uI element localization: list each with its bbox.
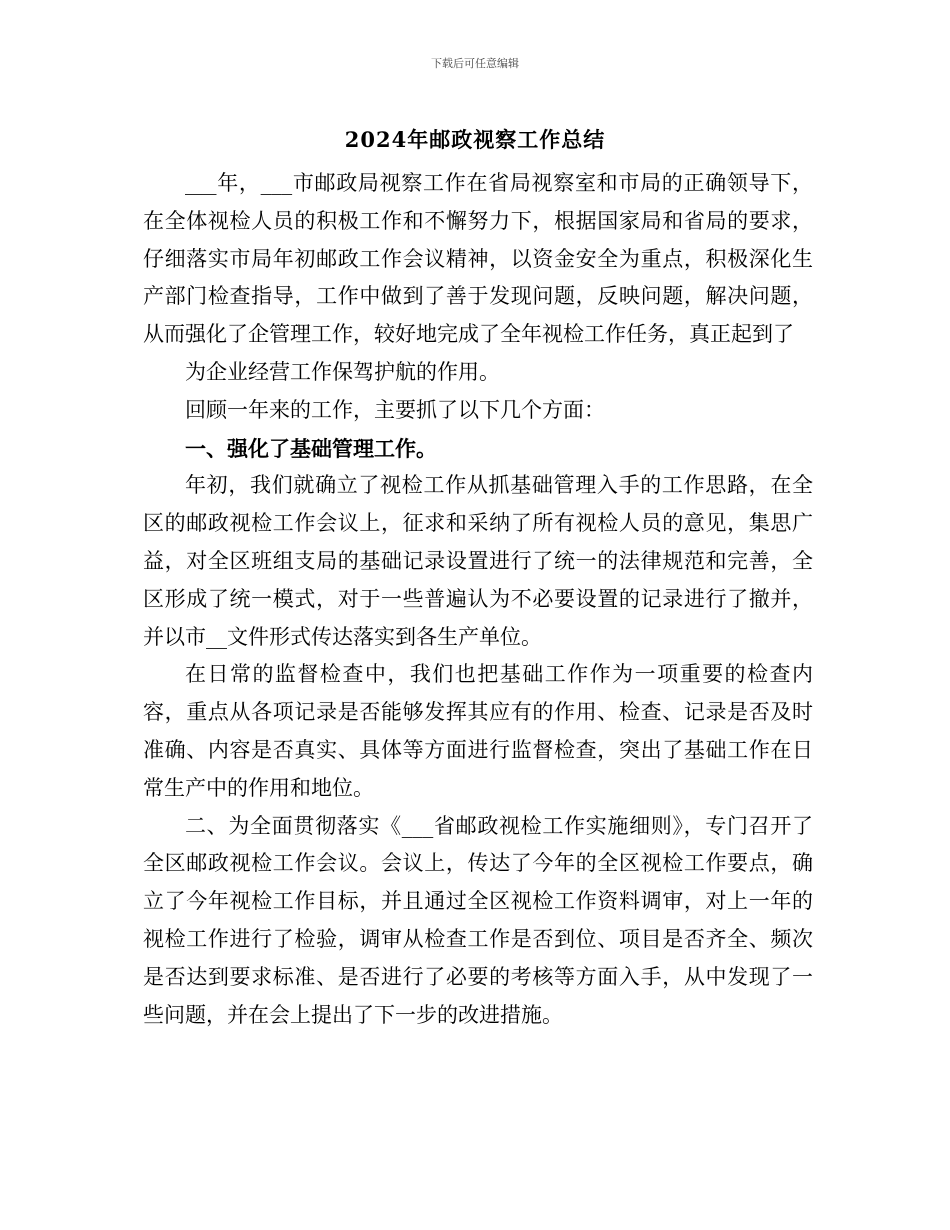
header-note: 下载后可任意编辑 [431, 57, 519, 70]
document-body [143, 165, 813, 1034]
paragraph-intro: ___年，___市邮政局视察工作在省局视察室和市局的正确领导下，在全体视检人员的积极工作和不懈努力下，根据国家局和省局的要求，仔细落实市局年初邮政工作会议精神，以资金安全为重点，积极深化生产部门检查指导，工作中做到了善于发现问题，反映问题，解决问题，从而强化了企管理工作，较好地完成了全年视检工作任务，真正起到了 [143, 171, 813, 347]
paragraph-section-1-body: 年初，我们就确立了视检工作从抓基础管理入手的工作思路，在全区的邮政视检工作会议上，征求和采纳了所有视检人员的意见，集思广益，对全区班组支局的基础记录设置进行了统一的法律规范和完善，全区形成了统一模式，对于一些普遍认为不必要设置的记录进行了撤并，并以市__文件形式传达落实到各生产单位。 [143, 473, 813, 649]
document-title: 2024年邮政视察工作总结 [344, 127, 606, 152]
section-heading-1: 一、强化了基础管理工作。 [185, 435, 437, 461]
paragraph-review-lead: 回顾一年来的工作，主要抓了以下几个方面： [185, 397, 605, 422]
paragraph-daily-inspection: 在日常的监督检查中，我们也把基础工作作为一项重要的检查内容，重点从各项记录是否能够发挥其应有的作用、检查、记录是否及时准确、内容是否真实、具体等方面进行监督检查，突出了基础工作在日常生产中的作用和地位。 [143, 662, 813, 800]
paragraph-intro-continued: 为企业经营工作保驾护航的作用。 [185, 359, 500, 384]
paragraph-section-2: 二、为全面贯彻落实《___省邮政视检工作实施细则》，专门召开了全区邮政视检工作会议。会议上，传达了今年的全区视检工作要点，确立了今年视检工作目标，并且通过全区视检工作资料调审，对上一年的视检工作进行了检验，调审从检查工作是否到位、项目是否齐全、频次是否达到要求标准、是否进行了必要的考核等方面入手，从中发现了一些问题，并在会上提出了下一步的改进措施。 [143, 813, 813, 1027]
